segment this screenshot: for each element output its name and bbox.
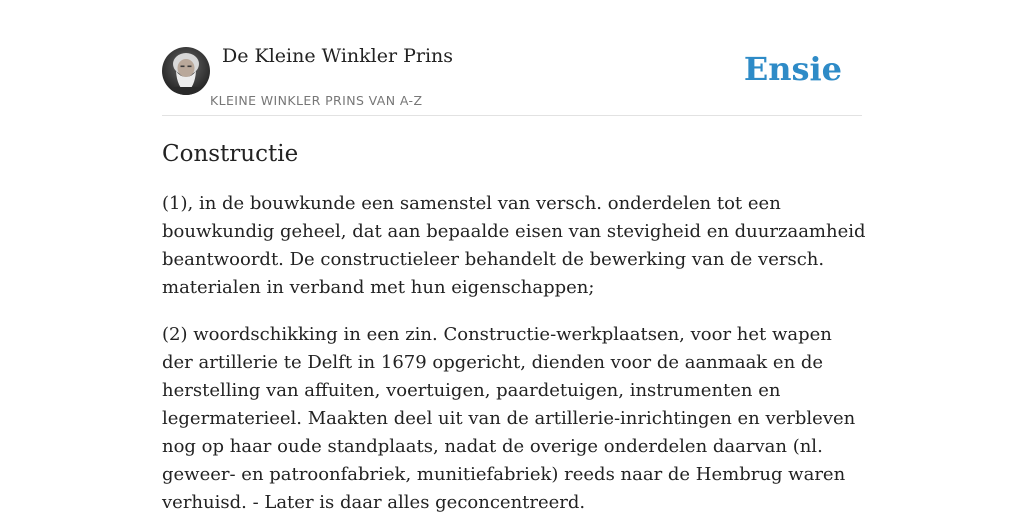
article	[162, 138, 867, 512]
article-title: Constructie	[162, 141, 299, 167]
author-avatar[interactable]	[162, 47, 210, 95]
source-subtitle[interactable]: KLEINE WINKLER PRINS VAN A-Z	[210, 93, 423, 108]
article-paragraph-1: (1), in de bouwkunde een samenstel van versch. onderdelen tot een bouwkundig geheel, dat aan bepaalde eisen van stevigheid en duurzaamheid beantwoordt. De constructieleer behandelt de bewerking van de versch. materialen in verband met hun eigenschappen;	[162, 193, 866, 298]
brand-logo[interactable]: Ensie	[743, 50, 842, 88]
header	[162, 0, 862, 116]
portrait-avatar-icon	[162, 47, 210, 95]
source-name[interactable]: De Kleine Winkler Prins	[222, 45, 454, 67]
article-paragraph-2: (2) woordschikking in een zin. Constructie-werkplaatsen, voor het wapen der artillerie te Delft in 1679 opgericht, dienden voor de aanmaak en de herstelling van affuiten, voertuigen, paardetuigen, instrumenten en legermaterieel. Maakten deel uit van de artillerie-inrichtingen en verbleven nog op haar oude standplaats, nadat de overige onderdelen daarvan (nl. geweer- en patroonfabriek, munitiefabriek) reeds naar de Hembrug waren verhuisd. - Later is daar alles geconcentreerd.	[162, 324, 856, 512]
